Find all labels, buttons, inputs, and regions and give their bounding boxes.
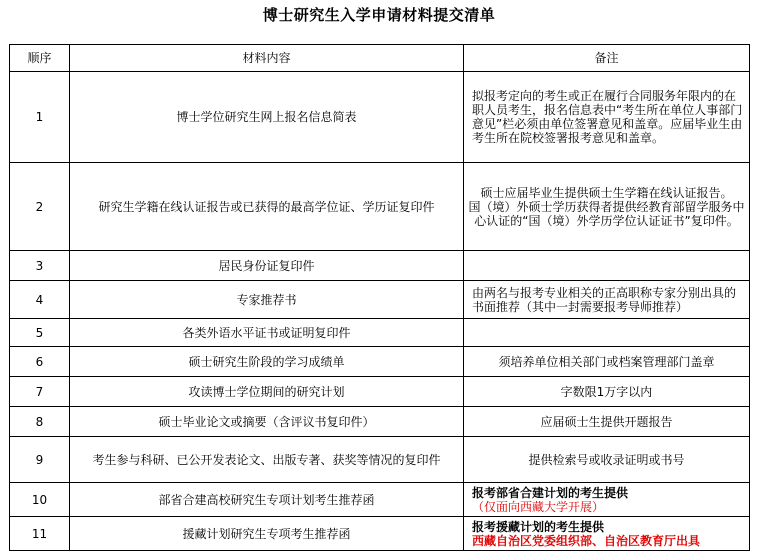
materials-table [9,44,750,551]
row-number: 8 [10,407,70,437]
header-note: 备注 [464,45,750,72]
table-row [10,72,750,163]
row-content: 援藏计划研究生专项考生推荐函 [70,517,464,551]
page-title: 博士研究生入学申请材料提交清单 [262,6,496,24]
table-row [10,319,750,347]
row-content: 部省合建高校研究生专项计划考生推荐函 [70,483,464,517]
row-number: 7 [10,377,70,407]
row-note [464,251,750,281]
table-row [10,163,750,251]
row-note-highlight: （仅面向西藏大学开展） [472,499,605,514]
header-seq: 顺序 [10,45,70,72]
table-row [10,437,750,483]
row-note [464,483,750,517]
table-row [10,483,750,517]
row-number: 9 [10,437,70,483]
table-row [10,281,750,319]
row-number: 1 [10,72,70,163]
table-header-row [10,45,750,72]
table-row [10,407,750,437]
row-content: 硕士毕业论文或摘要（含评议书复印件） [70,407,464,437]
row-note: 提供检索号或收录证明或书号 [464,437,750,483]
row-content: 各类外语水平证书或证明复印件 [70,319,464,347]
row-note: 应届硕士生提供开题报告 [464,407,750,437]
row-content: 硕士研究生阶段的学习成绩单 [70,347,464,377]
table-row [10,347,750,377]
row-note: 须培养单位相关部门或档案管理部门盖章 [464,347,750,377]
row-note: 由两名与报考专业相关的正高职称专家分别出具的书面推荐（其中一封需要报考导师推荐） [464,281,750,319]
row-number: 10 [10,483,70,517]
row-note-highlight: 西藏自治区党委组织部、自治区教育厅出具 [472,533,701,548]
row-note-line: 报考援藏计划的考生提供 [472,519,605,534]
row-content: 考生参与科研、已公开发表论文、出版专著、获奖等情况的复印件 [70,437,464,483]
row-note [464,517,750,551]
row-content: 居民身份证复印件 [70,251,464,281]
row-note-line: 报考部省合建计划的考生提供 [472,485,629,500]
header-content: 材料内容 [70,45,464,72]
row-number: 4 [10,281,70,319]
row-content: 专家推荐书 [70,281,464,319]
row-note [464,163,750,251]
row-note-line: 硕士应届毕业生提供硕士生学籍在线认证报告。 [480,185,733,200]
row-note: 拟报考定向的考生或正在履行合同服务年限内的在职人员考生，报名信息表中“考生所在单位人事部门意见”栏必须由单位签署意见和盖章。应届毕业生由考生所在院校签署报考意见和盖章。 [464,72,750,163]
row-number: 11 [10,517,70,551]
row-number: 2 [10,163,70,251]
row-number: 5 [10,319,70,347]
row-note [464,319,750,347]
row-note: 字数限1万字以内 [464,377,750,407]
table-row [10,517,750,551]
row-number: 3 [10,251,70,281]
table-row [10,251,750,281]
row-number: 6 [10,347,70,377]
row-note-line: 国（境）外硕士学历获得者提供经教育部留学服务中心认证的“国（境）外学历学位认证证书”复印件。 [468,199,745,228]
row-content: 研究生学籍在线认证报告或已获得的最高学位证、学历证复印件 [70,163,464,251]
row-content: 攻读博士学位期间的研究计划 [70,377,464,407]
row-content: 博士学位研究生网上报名信息简表 [70,72,464,163]
table-row [10,377,750,407]
